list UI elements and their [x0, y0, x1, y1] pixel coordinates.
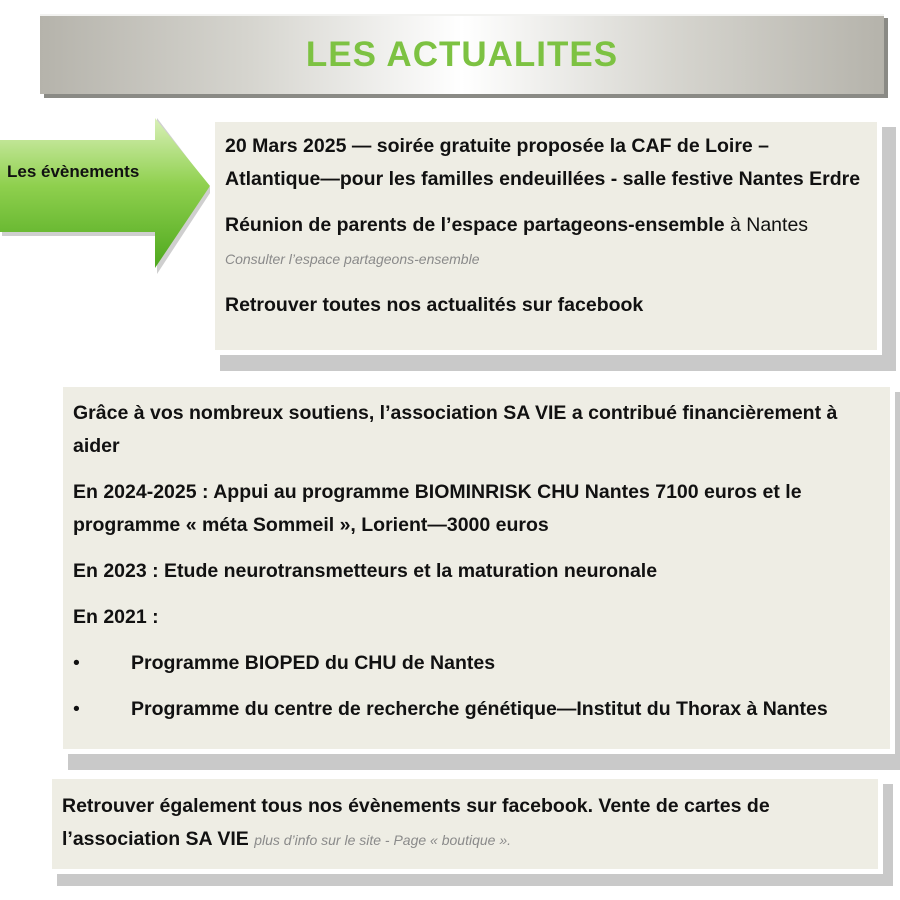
footer-main: Retrouver également tous nos évènements sur facebook. Vente de cartes de l’association SA VIE: [62, 795, 770, 850]
bullet-icon: •: [73, 652, 80, 674]
funding-box: [58, 382, 895, 754]
funding-intro: Grâce à vos nombreux soutiens, l’association SA VIE a contribué financièrement à aider: [73, 402, 838, 457]
consult-link[interactable]: Consulter l’espace partageons-ensemble: [225, 251, 480, 267]
footer-box: [47, 774, 883, 874]
funding-2024: En 2024-2025 : Appui au programme BIOMINRISK CHU Nantes 7100 euros et le programme « méta Sommeil », Lorient—3000 euros: [73, 481, 802, 536]
events-box: [210, 117, 882, 355]
bullet-icon: •: [73, 698, 80, 720]
funding-2023: En 2023 : Etude neurotransmetteurs et la maturation neuronale: [73, 560, 658, 582]
events-label: Les évènements: [7, 162, 140, 181]
list-item-text: Programme BIOPED du CHU de Nantes: [131, 652, 496, 674]
footer-text: [62, 790, 868, 857]
list-item: [73, 693, 880, 726]
event-item-location: à Nantes: [724, 214, 809, 236]
boutique-link[interactable]: plus d’info sur le site - Page « boutique ».: [254, 832, 512, 848]
list-item: [73, 647, 880, 680]
arrow-right-icon: [0, 118, 215, 280]
title-banner: [40, 14, 884, 94]
funding-2021: En 2021 :: [73, 606, 159, 628]
funding-2021-list: [73, 647, 880, 726]
event-item: Retrouver toutes nos actualités sur facebook: [225, 294, 644, 316]
list-item-text: Programme du centre de recherche génétique—Institut du Thorax à Nantes: [131, 698, 828, 720]
page-title: LES ACTUALITES: [305, 35, 619, 74]
event-item: 20 Mars 2025 — soirée gratuite proposée la CAF de Loire – Atlantique—pour les familles endeuillées - salle festive Nantes Erdre: [225, 135, 861, 190]
event-item-bold: Réunion de parents de l’espace partageons-ensemble: [225, 214, 725, 236]
event-item: [225, 209, 867, 276]
